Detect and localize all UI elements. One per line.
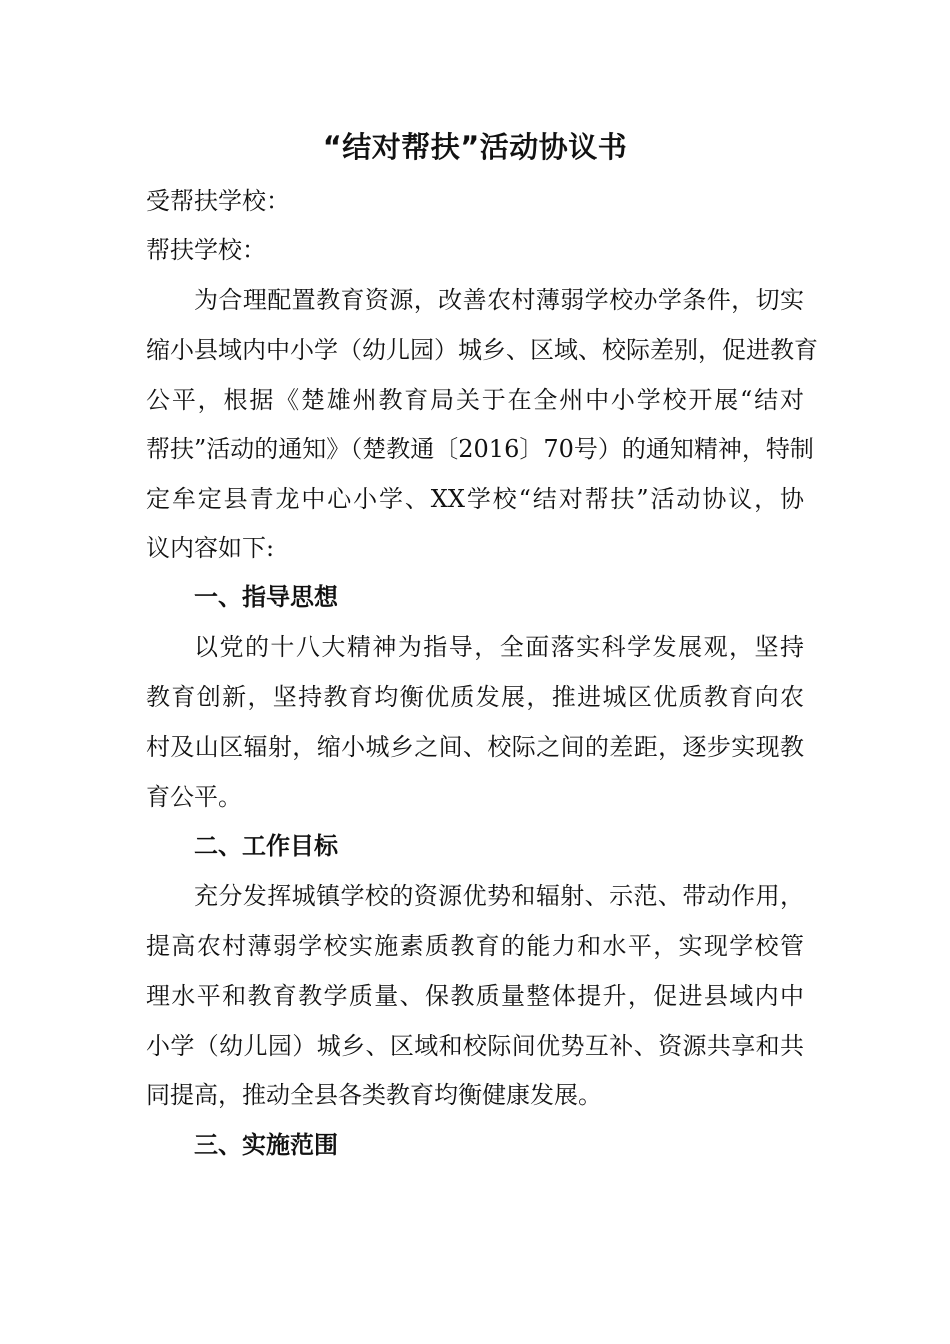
section-1-line: 教育创新，坚持教育均衡优质发展，推进城区优质教育向农	[146, 683, 804, 711]
section-1-line: 村及山区辐射，缩小城乡之间、校际之间的差距，逐步实现教	[146, 733, 804, 761]
section-1-line: 以党的十八大精神为指导，全面落实科学发展观，坚持	[194, 633, 804, 661]
recipient-school-label: 受帮扶学校：	[146, 187, 290, 215]
intro-line: 公平，根据《楚雄州教育局关于在全州中小学校开展“结对	[146, 386, 804, 414]
intro-line: 帮扶”活动的通知》（楚教通〔2016〕70号）的通知精神，特制	[146, 435, 814, 463]
section-2-line: 提高农村薄弱学校实施素质教育的能力和水平，实现学校管	[146, 932, 804, 960]
section-heading-guiding-thought: 一、指导思想	[194, 583, 338, 611]
section-2-line: 充分发挥城镇学校的资源优势和辐射、示范、带动作用，	[194, 882, 804, 910]
intro-line: 定牟定县青龙中心小学、XX学校“结对帮扶”活动协议，协	[146, 485, 804, 513]
document-title: “结对帮扶”活动协议书	[322, 130, 628, 164]
section-heading-work-goals: 二、工作目标	[194, 832, 338, 860]
section-2-line: 小学（幼儿园）城乡、区域和校际间优势互补、资源共享和共	[146, 1032, 804, 1060]
intro-line: 为合理配置教育资源，改善农村薄弱学校办学条件，切实	[194, 286, 804, 314]
helper-school-label: 帮扶学校：	[146, 236, 266, 264]
section-heading-scope: 三、实施范围	[194, 1131, 338, 1159]
intro-line: 缩小县域内中小学（幼儿园）城乡、区域、校际差别，促进教育	[146, 336, 818, 364]
section-1-line: 育公平。	[146, 783, 242, 811]
intro-line: 议内容如下:	[146, 534, 275, 562]
section-2-line: 理水平和教育教学质量、保教质量整体提升，促进县域内中	[146, 982, 804, 1010]
section-2-line: 同提高，推动全县各类教育均衡健康发展。	[146, 1081, 602, 1109]
